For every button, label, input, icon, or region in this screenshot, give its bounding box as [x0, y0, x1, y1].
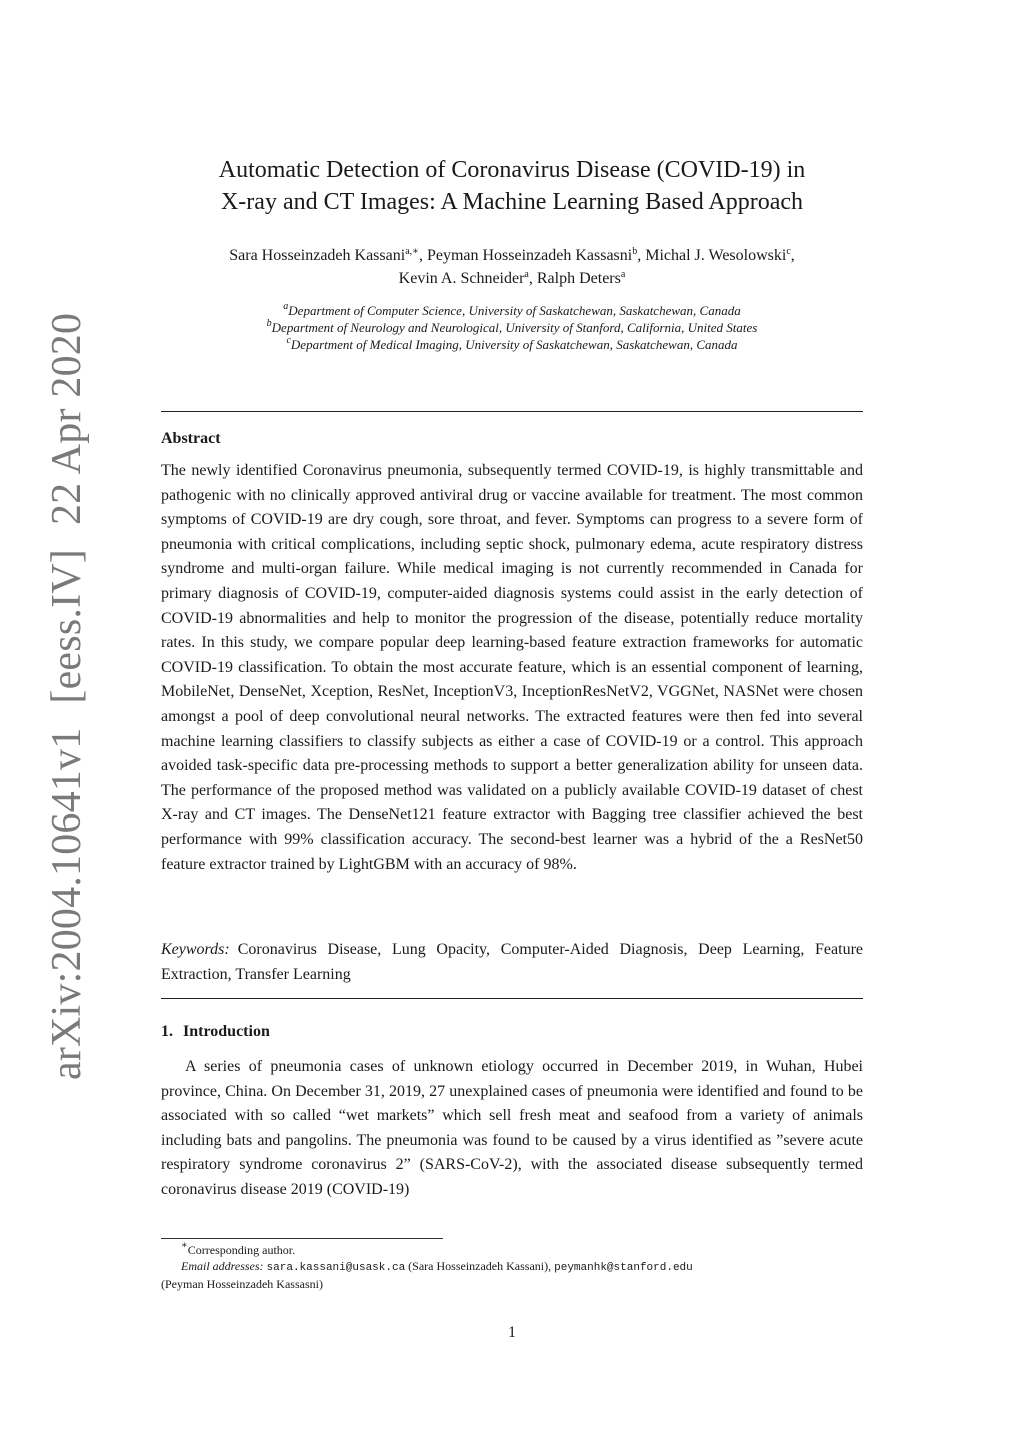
affiliation-c-mark: c	[286, 335, 291, 346]
affiliation-c-text: Department of Medical Imaging, University of Saskatchewan, Saskatchewan, Canada	[290, 337, 738, 352]
keywords	[161, 937, 863, 987]
affiliation-a-text: Department of Computer Science, University of Saskatchewan, Saskatchewan, Canada	[288, 303, 741, 318]
section-number: 1.	[161, 1023, 173, 1040]
section-heading-introduction	[161, 1023, 270, 1041]
title-line-2: X-ray and CT Images: A Machine Learning Based Approach	[220, 189, 804, 215]
affiliation-a	[161, 302, 863, 319]
author-line-2: Kevin A. Schneider$^a$, Ralph Deters$^a$	[398, 269, 626, 287]
email-link-1[interactable]: sara.kassani@usask.ca	[266, 1262, 406, 1274]
footnotes	[161, 1242, 863, 1292]
author-3: Michal J. Wesolowski	[645, 247, 787, 264]
footnote-emails	[161, 1258, 863, 1276]
author-4: Kevin A. Schneider	[398, 270, 525, 287]
arxiv-sidebar-stamp	[43, 289, 91, 1080]
email-link-2[interactable]: peymanhk@stanford.edu	[554, 1262, 693, 1274]
author-4-affil: a	[524, 269, 529, 280]
keywords-text: Coronavirus Disease, Lung Opacity, Computer-Aided Diagnosis, Deep Learning, Feature Extraction, Transfer Learning	[161, 941, 863, 983]
email-2-owner: (Peyman Hosseinzadeh Kassasni)	[161, 1277, 323, 1291]
affiliation-b-text: Department of Neurology and Neurological, University of Stanford, California, United States	[271, 320, 758, 335]
author-2: Peyman Hosseinzadeh Kassasni	[426, 247, 633, 264]
abstract-text: The newly identified Coronavirus pneumonia, subsequently termed COVID-19, is highly transmittable and pathogenic with no clinically approved antiviral drug or vaccine available for treatment. The most common symptoms of COVID-19 are dry cough, sore throat, and fever. Symptoms can progress to a severe form of pneumonia with critical complications, including septic shock, pulmonary edema, acute respiratory distress syndrome and multi-organ failure. While medical imaging is not currently recommended in Canada for primary diagnosis of COVID-19, computer-aided diagnosis systems could assist in the early detection of COVID-19 abnormalities and help to monitor the progression of the disease, potentially reduce mortality rates. In this study, we compare popular deep learning-based feature extraction frameworks for automatic COVID-19 classification. To obtain the most accurate feature, which is an essential component of learning, MobileNet, DenseNet, Xception, ResNet, InceptionV3, InceptionResNetV2, VGGNet, NASNet were chosen amongst a pool of deep convolutional neural networks. The extracted features were then fed into several machine learning classifiers to classify subjects as either a case of COVID-19 or a control. This approach avoided task-specific data pre-processing methods to support a better generalization ability for unseen data. The performance of the proposed method was validated on a publicly available COVID-19 dataset of chest X-ray and CT images. The DenseNet121 feature extractor with Bagging tree classifier achieved the best performance with 99% classification accuracy. The second-best learner was a hybrid of the a ResNet50 feature extractor trained by LightGBM with an accuracy of 98%.	[161, 462, 863, 873]
author-line-1: Sara Hosseinzadeh Kassani$^{a,∗}$, Peyman Hosseinzadeh Kassasni$^b$, Michal J. Wesolowski$^c$,	[229, 246, 795, 264]
arxiv-id: arXiv:2004.10641v1	[44, 727, 90, 1080]
affiliation-b-mark: b	[266, 318, 272, 329]
email-label: Email addresses:	[181, 1259, 264, 1273]
author-1: Sara Hosseinzadeh Kassani	[229, 247, 406, 264]
author-1-affil: a,∗	[405, 246, 419, 257]
author-2-affil: b	[632, 246, 638, 257]
author-5: Ralph Deters	[536, 270, 621, 287]
footnote-rule	[161, 1238, 443, 1239]
author-5-affil: a	[620, 269, 626, 280]
affiliation-b	[161, 319, 863, 336]
affiliation-c	[161, 336, 863, 353]
affiliations	[161, 302, 863, 353]
paper-title	[161, 154, 863, 218]
footnote-mark: ∗	[181, 1240, 188, 1251]
arxiv-date: 22 Apr 2020	[44, 312, 90, 526]
footnote-corresponding	[161, 1242, 863, 1258]
footnote-corresponding-text: Corresponding author.	[187, 1243, 296, 1257]
section-title: Introduction	[183, 1023, 270, 1040]
title-line-1: Automatic Detection of Coronavirus Disease (COVID-19) in	[218, 157, 806, 183]
introduction-text: A series of pneumonia cases of unknown etiology occurred in December 2019, in Wuhan, Hubei province, China. On December 31, 2019, 27 unexplained cases of pneumonia were identified and found to be associated with so called “wet markets” which sell fresh meat and seafood from a variety of animals including bats and pangolins. The pneumonia was found to be caused by a virus identified as ”severe acute respiratory syndrome coronavirus 2” (SARS-CoV-2), with the associated disease subsequently termed coronavirus disease 2019 (COVID-19)	[161, 1058, 863, 1198]
abstract-heading: Abstract	[161, 430, 221, 447]
page-number: 1	[508, 1324, 516, 1341]
arxiv-category: [eess.IV]	[44, 549, 90, 704]
abstract-top-rule	[161, 411, 863, 412]
email-1-owner: (Sara Hosseinzadeh Kassani),	[408, 1259, 552, 1273]
author-list	[161, 244, 863, 290]
author-3-affil: c	[786, 246, 791, 257]
abstract-bottom-rule	[161, 998, 863, 999]
affiliation-a-mark: a	[283, 301, 289, 312]
keywords-label: Keywords:	[161, 941, 230, 958]
